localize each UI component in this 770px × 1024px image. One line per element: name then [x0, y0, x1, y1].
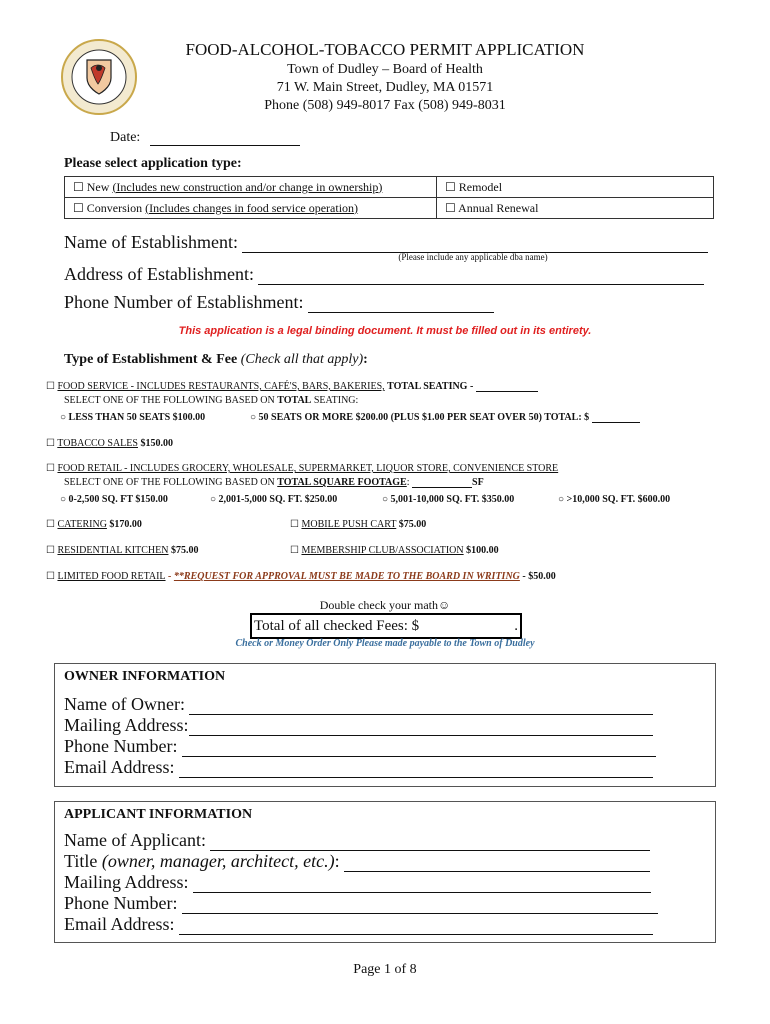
sqft-option-4: [558, 494, 670, 505]
sqft-option-1: [60, 494, 168, 505]
applicant-title-label: Title: [64, 851, 98, 871]
food-service-select-pre: SELECT ONE OF THE FOLLOWING BASED ON: [64, 395, 275, 406]
application-type-table: [64, 176, 714, 219]
applicant-title-row: [64, 851, 650, 872]
food-service-checkbox[interactable]: ☐: [46, 381, 55, 392]
annual-renewal-label: Annual Renewal: [458, 200, 539, 215]
food-retail-row: [46, 463, 558, 474]
form-title: FOOD-ALCOHOL-TOBACCO PERMIT APPLICATION: [185, 40, 585, 59]
applicant-title-hint: (owner, manager, architect, etc.): [101, 851, 335, 871]
applicant-email-row: [64, 914, 653, 935]
annual-renewal-checkbox[interactable]: ☐: [445, 200, 456, 215]
total-fees-end: .: [514, 618, 518, 634]
residential-kitchen-label: RESIDENTIAL KITCHEN: [57, 545, 169, 556]
owner-name-field[interactable]: [189, 698, 653, 715]
applicant-mailing-field[interactable]: [193, 876, 651, 893]
food-service-select-bold: TOTAL: [277, 395, 312, 406]
owner-mailing-row: [64, 715, 653, 736]
owner-email-label: Email Address:: [64, 757, 175, 777]
sqft-option-2-radio[interactable]: ○: [210, 494, 217, 505]
food-retail-select-post: :: [406, 477, 410, 488]
catering-fee: $170.00: [109, 519, 142, 530]
establishment-phone-label: Phone Number of Establishment:: [64, 292, 304, 312]
establishment-phone-field[interactable]: [308, 296, 494, 313]
owner-mailing-label: Mailing Address:: [64, 715, 189, 735]
membership-club-label: MEMBERSHIP CLUB/ASSOCIATION: [301, 545, 464, 556]
applicant-information-heading: APPLICANT INFORMATION: [64, 807, 253, 822]
payment-note: Check or Money Order Only Please made payable to the Town of Dudley: [235, 638, 535, 649]
owner-email-row: [64, 757, 653, 778]
page-number: Page 1 of 8: [353, 962, 417, 977]
tobacco-row: [46, 438, 173, 449]
establishment-name-label: Name of Establishment:: [64, 232, 238, 252]
double-check-note: Double check your math☺: [319, 598, 451, 612]
tobacco-fee: $150.00: [140, 438, 173, 449]
header-address: 71 W. Main Street, Dudley, MA 01571: [276, 80, 494, 95]
sqft-option-4-label: >10,000 SQ. FT. $600.00: [566, 494, 671, 505]
owner-phone-row: [64, 736, 656, 757]
establishment-name-field[interactable]: [242, 236, 708, 253]
sqft-option-3: [382, 494, 514, 505]
push-cart-label: MOBILE PUSH CART: [301, 519, 397, 530]
applicant-phone-label: Phone Number:: [64, 893, 178, 913]
seats-50-plus-option: [250, 412, 640, 423]
food-service-select-post: SEATING:: [313, 395, 359, 406]
sqft-option-3-radio[interactable]: ○: [382, 494, 389, 505]
conversion-checkbox[interactable]: ☐: [73, 200, 84, 215]
catering-label: CATERING: [57, 519, 107, 530]
type-heading-italic: (Check all that apply): [240, 352, 364, 367]
residential-kitchen-fee: $75.00: [170, 545, 199, 556]
seats-under-50-label: LESS THAN 50 SEATS $100.00: [68, 412, 206, 423]
push-cart-row: [290, 519, 426, 530]
new-checkbox[interactable]: ☐: [73, 179, 84, 194]
limited-food-retail-checkbox[interactable]: ☐: [46, 571, 55, 582]
sqft-option-4-radio[interactable]: ○: [558, 494, 565, 505]
total-fees-box: [250, 613, 522, 639]
town-seal-logo: [60, 38, 138, 116]
limited-food-retail-fee: - $50.00: [519, 571, 556, 582]
seats-50-plus-label: 50 SEATS OR MORE $200.00 (PLUS $1.00 PER SEAT OVER 50) TOTAL: $: [258, 412, 590, 423]
residential-kitchen-checkbox[interactable]: ☐: [46, 545, 55, 556]
owner-name-row: [64, 694, 653, 715]
food-service-select-row: [64, 395, 358, 406]
sqft-option-2-label: 2,001-5,000 SQ. FT. $250.00: [218, 494, 338, 505]
applicant-name-field[interactable]: [210, 834, 650, 851]
applicant-information-box: [54, 801, 716, 943]
owner-information-heading: OWNER INFORMATION: [64, 669, 226, 684]
sqft-option-1-radio[interactable]: ○: [60, 494, 67, 505]
limited-dash: -: [165, 571, 174, 582]
establishment-name-row: [64, 232, 708, 253]
remodel-label: Remodel: [458, 179, 503, 194]
food-service-label: FOOD SERVICE - INCLUDES RESTAURANTS, CAFÉ'S, BARS, BAKERIES,: [57, 381, 385, 392]
type-heading-main: Type of Establishment & Fee: [64, 352, 238, 367]
food-retail-select-bold: TOTAL SQUARE FOOTAGE: [277, 477, 407, 488]
type-heading-colon: :: [363, 352, 368, 367]
sqft-option-3-label: 5,001-10,000 SQ. FT. $350.00: [390, 494, 515, 505]
owner-information-box: [54, 663, 716, 787]
applicant-mailing-label: Mailing Address:: [64, 872, 189, 892]
seats-50-plus-radio[interactable]: ○: [250, 412, 257, 423]
membership-club-fee: $100.00: [466, 545, 499, 556]
total-fees-field[interactable]: [427, 617, 507, 635]
catering-row: [46, 519, 142, 530]
conversion-label: Conversion: [86, 200, 143, 215]
catering-checkbox[interactable]: ☐: [46, 519, 55, 530]
header-town: Town of Dudley – Board of Health: [287, 62, 483, 77]
owner-phone-label: Phone Number:: [64, 736, 178, 756]
applicant-phone-field[interactable]: [182, 897, 658, 914]
owner-phone-field[interactable]: [182, 740, 656, 757]
tobacco-label: TOBACCO SALES: [57, 438, 138, 449]
square-footage-field[interactable]: [412, 477, 472, 488]
applicant-phone-row: [64, 893, 658, 914]
date-row: [110, 130, 300, 146]
establishment-address-label: Address of Establishment:: [64, 264, 254, 284]
establishment-address-field[interactable]: [258, 268, 704, 285]
limited-request-note: **REQUEST FOR APPROVAL MUST BE MADE TO THE BOARD IN WRITING: [173, 571, 520, 582]
applicant-email-field[interactable]: [179, 918, 653, 935]
establishment-type-heading: [64, 352, 368, 368]
application-type-heading: Please select application type:: [64, 156, 242, 171]
applicant-name-row: [64, 830, 650, 851]
remodel-checkbox[interactable]: ☐: [445, 179, 456, 194]
food-retail-label: FOOD RETAIL - INCLUDES GROCERY, WHOLESALE, SUPERMARKET, LIQUOR STORE, CONVENIENCE STORE: [57, 463, 559, 474]
push-cart-fee: $75.00: [398, 519, 427, 530]
membership-club-checkbox[interactable]: ☐: [290, 545, 299, 556]
push-cart-checkbox[interactable]: ☐: [290, 519, 299, 530]
total-seating-label: TOTAL SEATING -: [387, 381, 474, 392]
limited-food-retail-row: [46, 571, 556, 582]
sqft-option-2: [210, 494, 337, 505]
new-label: New: [86, 179, 110, 194]
seats-under-50-radio[interactable]: ○: [60, 412, 67, 423]
membership-club-row: [290, 545, 499, 556]
legal-binding-note: This application is a legal binding document. It must be filled out in its entirety.: [178, 325, 592, 337]
food-service-row: [46, 381, 538, 392]
limited-food-retail-label: LIMITED FOOD RETAIL: [57, 571, 166, 582]
applicant-name-label: Name of Applicant:: [64, 830, 206, 850]
seats-total-field[interactable]: [592, 412, 640, 423]
applicant-title-colon: :: [334, 851, 340, 871]
sf-unit: SF: [472, 477, 484, 488]
date-field[interactable]: [150, 131, 300, 146]
owner-name-label: Name of Owner:: [64, 694, 185, 714]
conversion-note: (Includes changes in food service operation): [145, 200, 359, 215]
applicant-email-label: Email Address:: [64, 914, 175, 934]
seats-under-50-option: [60, 412, 205, 423]
header-phone-fax: Phone (508) 949-8017 Fax (508) 949-8031: [264, 98, 506, 113]
total-seating-field[interactable]: [476, 381, 538, 392]
new-note: (Includes new construction and/or change in ownership): [112, 179, 383, 194]
applicant-title-field[interactable]: [344, 855, 650, 872]
establishment-address-row: [64, 264, 704, 285]
dba-note: (Please include any applicable dba name): [398, 252, 548, 262]
establishment-phone-row: [64, 292, 494, 313]
residential-kitchen-row: [46, 545, 198, 556]
sqft-option-1-label: 0-2,500 SQ. FT $150.00: [68, 494, 168, 505]
applicant-mailing-row: [64, 872, 651, 893]
date-label: Date:: [110, 130, 141, 145]
owner-mailing-field[interactable]: [189, 719, 653, 736]
tobacco-checkbox[interactable]: ☐: [46, 438, 55, 449]
owner-email-field[interactable]: [179, 761, 653, 778]
food-retail-select-pre: SELECT ONE OF THE FOLLOWING BASED ON: [64, 477, 275, 488]
total-fees-label: Total of all checked Fees: $: [254, 618, 420, 634]
food-retail-select-row: [64, 477, 484, 488]
food-retail-checkbox[interactable]: ☐: [46, 463, 55, 474]
